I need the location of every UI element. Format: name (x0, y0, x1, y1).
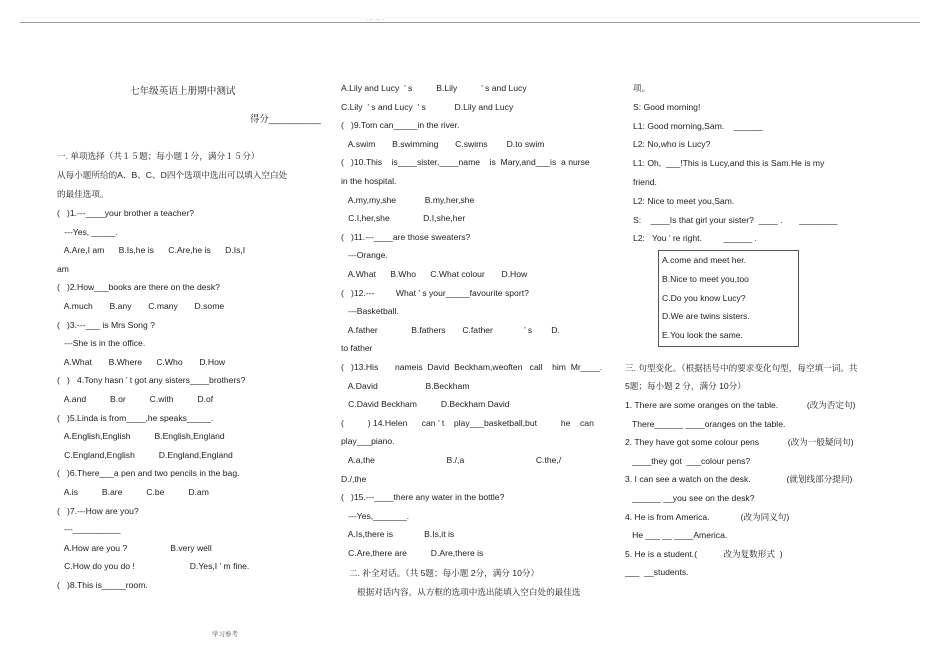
dialogue-option: B.Nice to meet you,too (662, 273, 749, 284)
dialogue-line: L1: Oh, ___!This is Lucy,and this is Sam.He is my (633, 158, 825, 169)
question-line: ( )13.His nameis David Beckham,weoften call him Mr____. (341, 362, 603, 372)
question-line: C.I,her,she D.I,she,her (341, 213, 466, 224)
question-line: C.How do you do ! D.Yes,I ’ m fine. (57, 561, 250, 572)
transform-line: ______ __you see on the desk? (625, 493, 755, 503)
question-line: A.How are you ? B.very well (57, 542, 212, 553)
section-3-heading: 三. 句型变化。（根据括号中的要求变化句型，每空填一词。共 (625, 363, 858, 373)
question-line: ---She is in the office. (57, 338, 146, 349)
question-line: A.and B.or C.with D.of (57, 394, 214, 404)
section-1-instruction-2: 的最佳选项。 (57, 189, 109, 199)
section-2-instruction: 根据对话内容，从方框的选项中选出能填入空白处的最佳选 (357, 587, 581, 597)
footer-text: 学习参考 (212, 631, 238, 638)
question-line: C.Lily ’ s and Lucy ’ s D.Lily and Lucy (341, 101, 514, 112)
question-line: ---Orange. (341, 250, 388, 261)
question-line: ( )11.---____are those sweaters? (341, 231, 471, 242)
question-line: play___piano. (341, 436, 395, 447)
question-line: ( )9.Tom can_____in the river. (341, 120, 460, 131)
dialogue-option: C.Do you know Lucy? (662, 292, 746, 303)
dialogue-line: friend. (633, 177, 657, 187)
transform-line: 4. He is from America. (改为同义句) (625, 511, 790, 522)
question-line: ( )10.This is____sister,____name is Mary,and___is a nurse (341, 157, 590, 168)
question-line: ---Yes, _____. (57, 226, 118, 237)
dialogue-option: D.We are twins sisters. (662, 311, 750, 322)
section-3-heading-2: 5题；每小题 2 分，满分 10分） (625, 381, 746, 391)
transform-line: ___ __students. (625, 567, 689, 578)
question-line: A.What B.Where C.Who D.How (57, 356, 226, 367)
question-line: A.my,my,she B.my,her,she (341, 194, 475, 205)
question-line: A.father B.fathers C.father ’ s D. (341, 324, 560, 335)
dialogue-line: 项。 (633, 83, 651, 93)
question-line: A.swim B.swimming C.swims D.to swim (341, 138, 545, 149)
question-line: D./,the (341, 473, 367, 484)
dialogue-line: S: Good morning! (633, 101, 701, 112)
question-line: ---__________ (57, 524, 121, 535)
transform-line: He ___ __ ____America. (625, 530, 728, 541)
question-line: A.a,the B./,a C.the,/ (341, 455, 562, 465)
question-line: ( )15.---____there any water in the bottle? (341, 492, 505, 503)
dialogue-line: L2: Nice to meet you,Sam. (633, 195, 735, 206)
question-line: A.What B.Who C.What colour D.How (341, 269, 528, 279)
dialogue-line: S: ____Is that girl your sister? ____ . ________ (633, 214, 838, 225)
question-line: ( )12.--- What ’ s your_____favourite sport? (341, 287, 529, 298)
dialogue-option: A.come and meet her. (662, 255, 747, 265)
dialogue-options-box (658, 250, 799, 347)
question-line: to father (341, 343, 373, 354)
question-line: am (57, 263, 69, 274)
question-line: A.Lily and Lucy ’ s B.Lily ’ s and Lucy (341, 83, 527, 93)
dialogue-line: L2: No,who is Lucy? (633, 139, 711, 150)
question-line: C.David Beckham D.Beckham David (341, 399, 510, 410)
section-2-heading: 二. 补全对话。（共 5题；每小题 2分，满分 10分） (349, 568, 540, 578)
question-line: ---Yes,_______. (341, 510, 409, 521)
transform-line: ____they got ___colour pens? (625, 455, 751, 466)
header-rule (20, 22, 920, 23)
header-marks: . .. .. . (366, 16, 385, 22)
dialogue-line: L1: Good morning,Sam. ______ (633, 120, 763, 131)
question-line: A.English,English B.English,England (57, 431, 225, 442)
exam-title: 七年级英语上册期中测试 (130, 86, 236, 97)
dialogue-option: E.You look the same. (662, 330, 743, 341)
question-line: A.Are,I am B.Is,he is C.Are,he is D.Is,I (57, 245, 246, 256)
question-line: ( )6.There___a pen and two pencils in the bag. (57, 468, 240, 479)
question-line: ---Basketball. (341, 306, 399, 317)
section-1-instruction: 从每小题所给的A、B、C、D四个选项中选出可以填入空白处 (57, 170, 288, 180)
transform-line: 3. I can see a watch on the desk. (就划线部分提问) (625, 474, 853, 485)
question-line: C.Are,there are D.Are,there is (341, 548, 484, 558)
question-line: A.much B.any C.many D.some (57, 301, 225, 311)
transform-line: There______ ____oranges on the table. (625, 418, 786, 429)
question-line: ( )3.---___ is Mrs Song ? (57, 319, 155, 330)
question-line: A.David B.Beckham (341, 380, 470, 391)
question-line: ( )7.---How are you? (57, 505, 139, 516)
question-line: A.is B.are C.be D.am (57, 487, 209, 497)
score-line: 得分__________ (250, 113, 321, 124)
transform-line: 2. They have got some colour pens (改为一般疑问句) (625, 437, 854, 448)
dialogue-line: L2: You ’ re right. ______ . (633, 233, 757, 244)
question-line: ( )2.How___books are there on the desk? (57, 282, 220, 293)
section-1-heading: 一. 单项选择（共１５题；每小题１分，满分１５分） (57, 151, 260, 161)
question-line: A.Is,there is B.Is,it is (341, 529, 455, 540)
question-line: ( )8.This is_____room. (57, 580, 148, 590)
question-line: ( )1.---____your brother a teacher? (57, 208, 195, 218)
transform-line: 1. There are some oranges on the table. (改为否定句) (625, 400, 856, 410)
question-line: ( ) 14.Helen can ’ t play___basketball,but he can (341, 417, 594, 428)
transform-line: 5. He is a student.( 改为复数形式 ) (625, 548, 783, 559)
question-line: C.England,English D.England,England (57, 449, 233, 460)
question-line: ( ) 4.Tony hasn ’ t got any sisters____brothers? (57, 375, 246, 386)
question-line: ( )5.Linda is from____,he speaks_____. (57, 412, 214, 423)
question-line: in the hospital. (341, 176, 397, 186)
